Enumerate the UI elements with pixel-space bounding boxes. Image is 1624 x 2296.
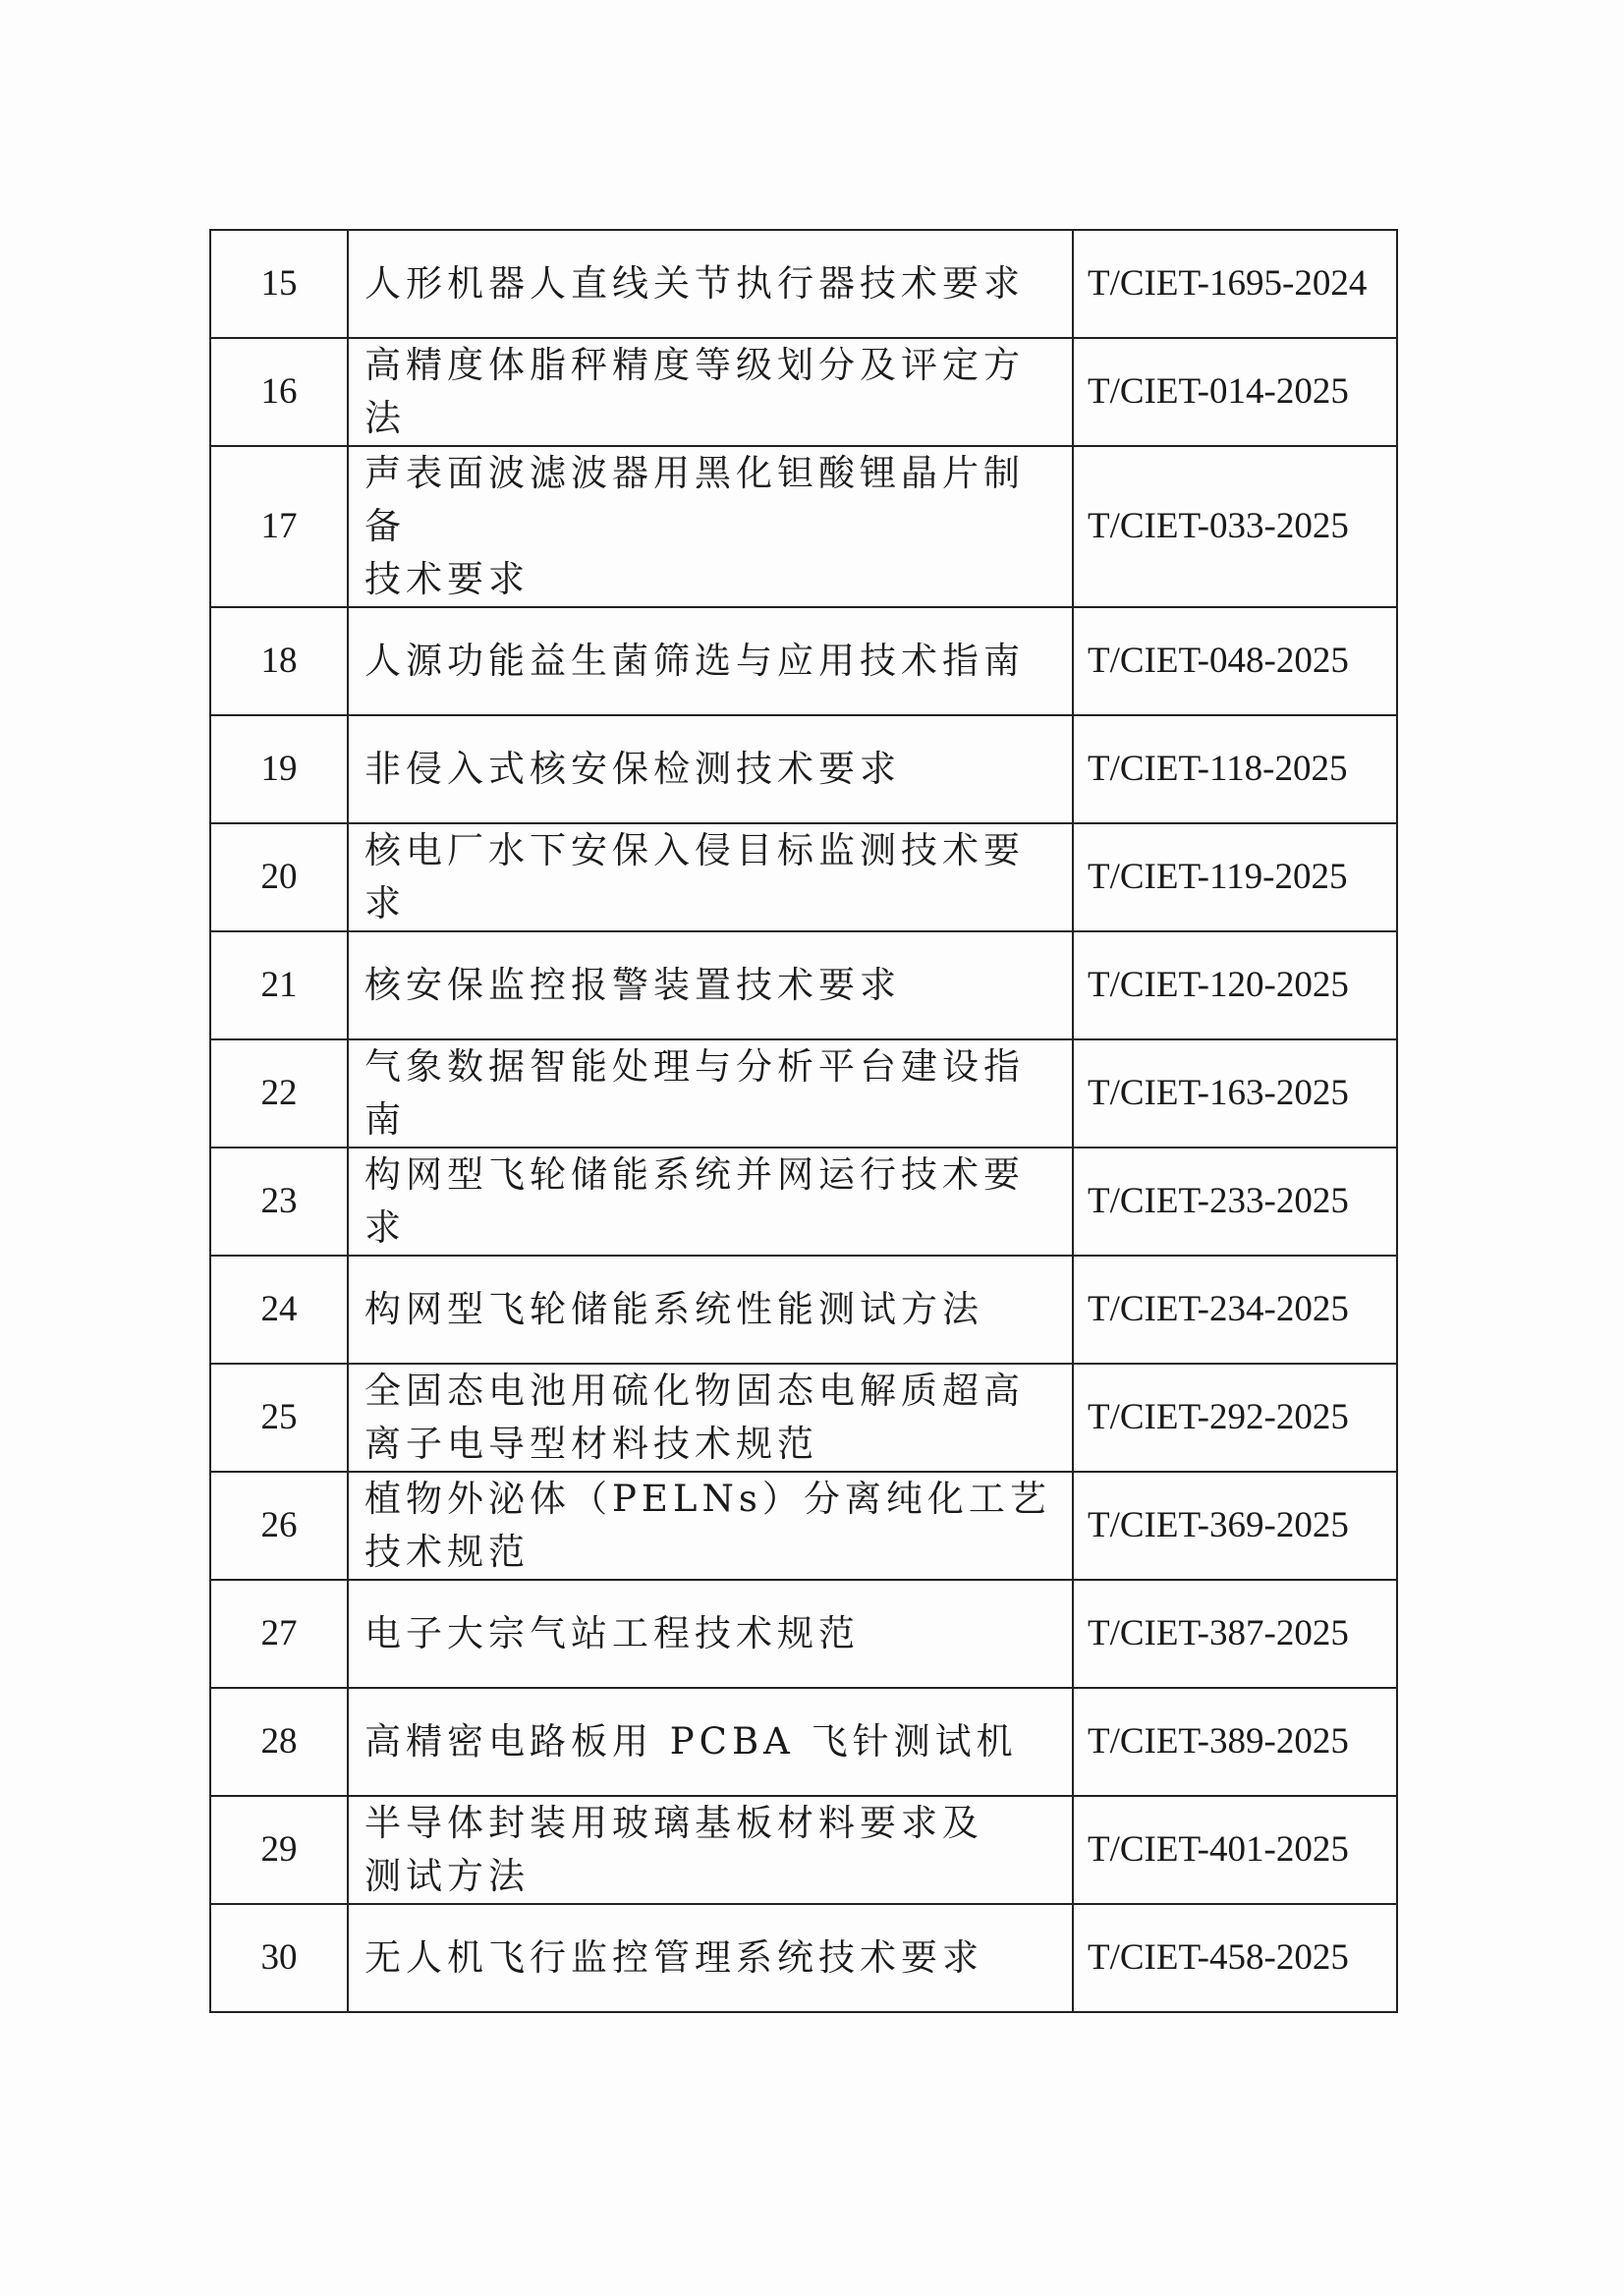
row-number: 20 [210, 823, 348, 931]
table-row [210, 1580, 1397, 1688]
standard-name-line: 高精密电路板用 PCBA 飞针测试机 [364, 1720, 1018, 1763]
standard-name-line: 人形机器人直线关节执行器技术要求 [364, 262, 1025, 305]
standard-name-line: 技术要求 [364, 558, 530, 600]
standard-name-line: 声表面波滤波器用黑化钽酸锂晶片制备 [364, 452, 1025, 547]
standard-name [348, 1039, 1073, 1148]
standard-name [348, 1256, 1073, 1364]
standard-code: T/CIET-1695-2024 [1073, 230, 1397, 338]
table-row [210, 1148, 1397, 1256]
standard-name [348, 931, 1073, 1039]
standard-name-line: 人源功能益生菌筛选与应用技术指南 [364, 640, 1025, 682]
standard-name-line: 全固态电池用硫化物固态电解质超高 [364, 1370, 1025, 1412]
standard-code: T/CIET-119-2025 [1073, 823, 1397, 931]
row-number: 22 [210, 1039, 348, 1148]
row-number: 29 [210, 1796, 348, 1904]
row-number: 27 [210, 1580, 348, 1688]
table-row [210, 446, 1397, 607]
standard-code: T/CIET-458-2025 [1073, 1904, 1397, 2012]
standard-code: T/CIET-048-2025 [1073, 607, 1397, 715]
standards-table [209, 229, 1398, 2013]
standard-name-line: 高精度体脂秤精度等级划分及评定方法 [364, 344, 1025, 439]
row-number: 26 [210, 1472, 348, 1580]
row-number: 30 [210, 1904, 348, 2012]
table-row [210, 230, 1397, 338]
table-row [210, 1688, 1397, 1796]
table-row [210, 1256, 1397, 1364]
standard-name-line: 核电厂水下安保入侵目标监测技术要求 [364, 829, 1025, 924]
row-number: 24 [210, 1256, 348, 1364]
standard-code: T/CIET-233-2025 [1073, 1148, 1397, 1256]
standard-name [348, 823, 1073, 931]
row-number: 16 [210, 338, 348, 446]
table-row [210, 1904, 1397, 2012]
table-row [210, 1796, 1397, 1904]
standard-code: T/CIET-401-2025 [1073, 1796, 1397, 1904]
standard-name-line: 核安保监控报警装置技术要求 [364, 964, 901, 1006]
standard-name-line: 植物外泌体（PELNs）分离纯化工艺 [364, 1478, 1051, 1520]
standard-name [348, 338, 1073, 446]
standards-table-body [210, 230, 1397, 2012]
standard-code: T/CIET-234-2025 [1073, 1256, 1397, 1364]
standard-name-line: 技术规范 [364, 1531, 530, 1573]
standard-name [348, 1904, 1073, 2012]
table-row [210, 931, 1397, 1039]
row-number: 18 [210, 607, 348, 715]
table-row [210, 1364, 1397, 1472]
row-number: 21 [210, 931, 348, 1039]
standard-code: T/CIET-389-2025 [1073, 1688, 1397, 1796]
row-number: 17 [210, 446, 348, 607]
standard-name [348, 1364, 1073, 1472]
standard-code: T/CIET-033-2025 [1073, 446, 1397, 607]
standard-name [348, 1796, 1073, 1904]
standard-code: T/CIET-014-2025 [1073, 338, 1397, 446]
table-row [210, 1039, 1397, 1148]
standard-name-line: 电子大宗气站工程技术规范 [364, 1612, 860, 1654]
standard-code: T/CIET-369-2025 [1073, 1472, 1397, 1580]
row-number: 19 [210, 715, 348, 823]
standard-name [348, 230, 1073, 338]
standard-name-line: 离子电导型材料技术规范 [364, 1423, 818, 1465]
standard-name-line: 半导体封装用玻璃基板材料要求及 [364, 1802, 983, 1844]
standard-name [348, 446, 1073, 607]
table-row [210, 823, 1397, 931]
standard-name [348, 1688, 1073, 1796]
table-row [210, 1472, 1397, 1580]
standard-code: T/CIET-163-2025 [1073, 1039, 1397, 1148]
row-number: 25 [210, 1364, 348, 1472]
standard-name [348, 1148, 1073, 1256]
standard-name-line: 测试方法 [364, 1855, 530, 1897]
table-row [210, 338, 1397, 446]
standard-name [348, 1472, 1073, 1580]
row-number: 28 [210, 1688, 348, 1796]
standard-name-line: 无人机飞行监控管理系统技术要求 [364, 1936, 983, 1979]
standard-code: T/CIET-120-2025 [1073, 931, 1397, 1039]
row-number: 23 [210, 1148, 348, 1256]
standard-name [348, 715, 1073, 823]
standard-name [348, 1580, 1073, 1688]
standard-name-line: 气象数据智能处理与分析平台建设指南 [364, 1045, 1025, 1141]
standard-name-line: 构网型飞轮储能系统并网运行技术要求 [364, 1153, 1025, 1249]
row-number: 15 [210, 230, 348, 338]
standard-code: T/CIET-118-2025 [1073, 715, 1397, 823]
table-row [210, 607, 1397, 715]
standard-code: T/CIET-292-2025 [1073, 1364, 1397, 1472]
table-row [210, 715, 1397, 823]
standard-name [348, 607, 1073, 715]
standard-code: T/CIET-387-2025 [1073, 1580, 1397, 1688]
standard-name-line: 构网型飞轮储能系统性能测试方法 [364, 1288, 983, 1330]
standard-name-line: 非侵入式核安保检测技术要求 [364, 748, 901, 790]
